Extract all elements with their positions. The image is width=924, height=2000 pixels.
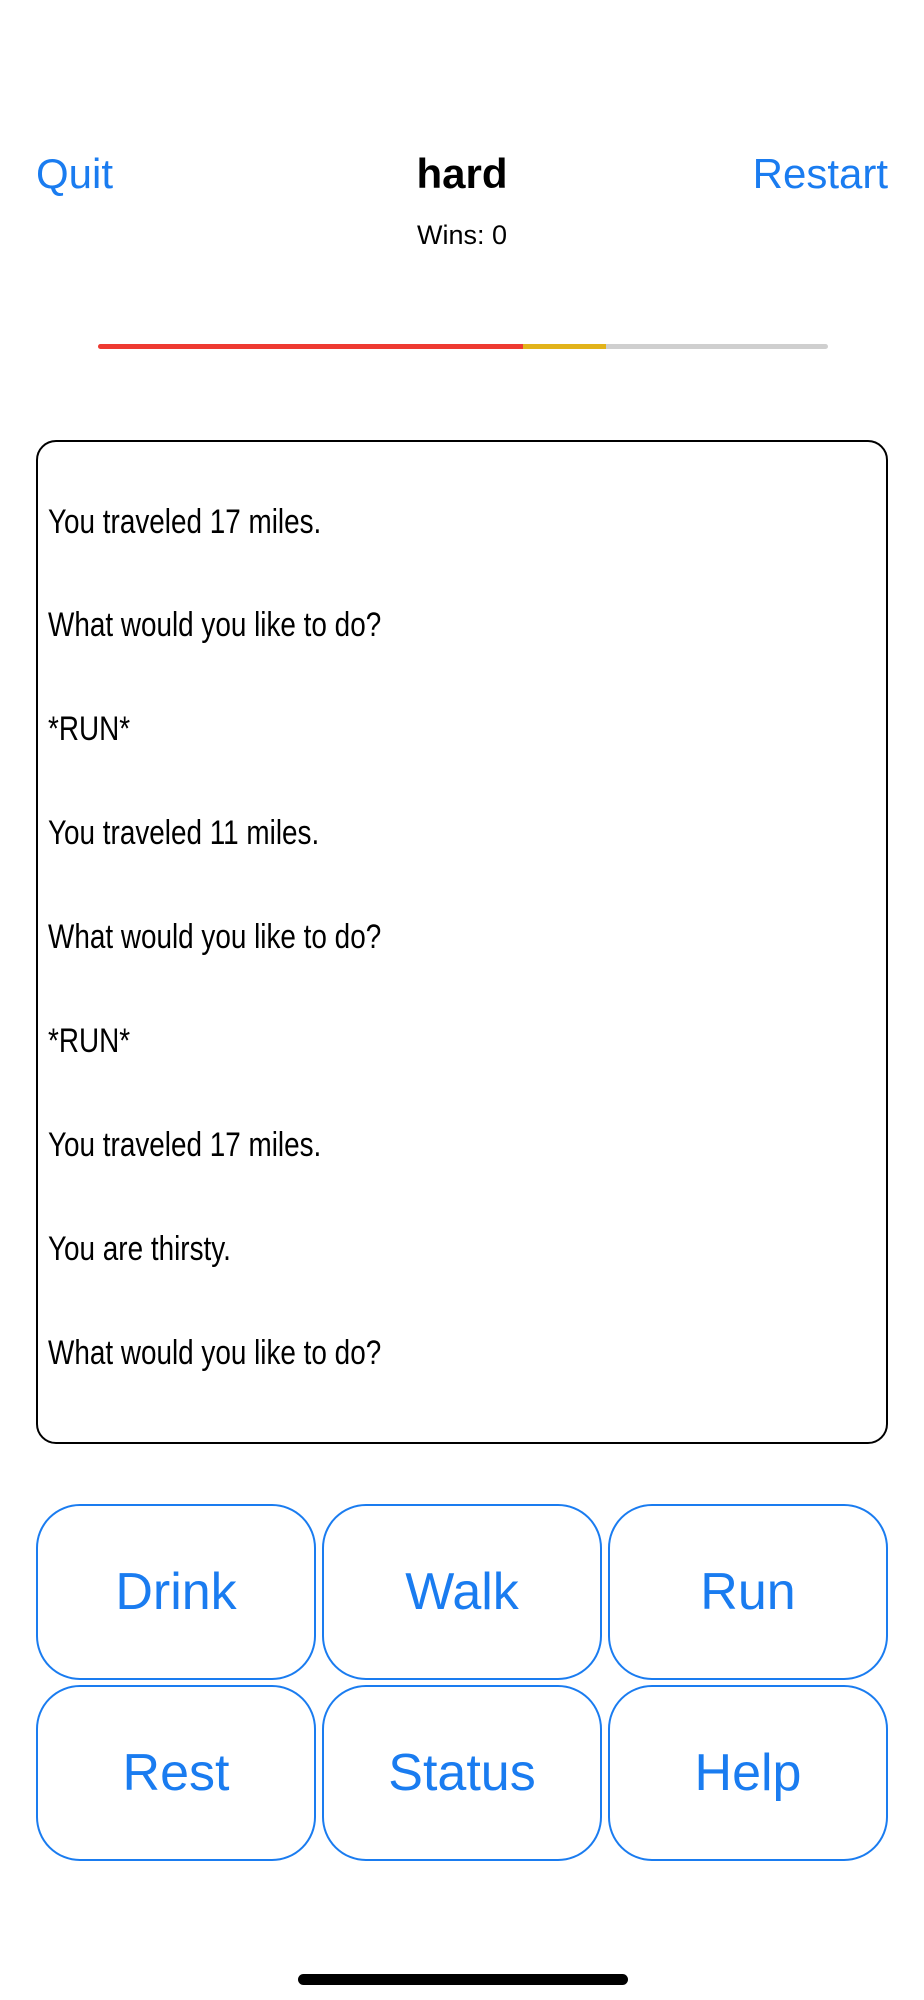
log-line: *RUN* — [48, 710, 131, 748]
run-button[interactable]: Run — [608, 1504, 888, 1680]
wins-counter: Wins: 0 — [416, 220, 508, 250]
progress-bar — [98, 344, 828, 349]
log-line: What would you like to do? — [48, 1334, 382, 1372]
log-line: You traveled 17 miles. — [48, 1126, 322, 1164]
log-line: What would you like to do? — [48, 606, 382, 644]
progress-segment-red — [98, 344, 523, 349]
drink-button[interactable]: Drink — [36, 1504, 316, 1680]
home-indicator[interactable] — [298, 1974, 628, 1985]
status-button[interactable]: Status — [322, 1685, 602, 1861]
restart-button[interactable]: Restart — [752, 150, 888, 197]
log-line: *RUN* — [48, 1022, 131, 1060]
rest-button[interactable]: Rest — [36, 1685, 316, 1861]
log-line: You traveled 17 miles. — [48, 503, 322, 541]
walk-button[interactable]: Walk — [322, 1504, 602, 1680]
log-line: You traveled 11 miles. — [48, 814, 320, 852]
game-log — [36, 440, 888, 1444]
help-button[interactable]: Help — [608, 1685, 888, 1861]
quit-button[interactable]: Quit — [36, 150, 114, 197]
log-line: What would you like to do? — [48, 918, 382, 956]
log-line: You are thirsty. — [48, 1230, 231, 1268]
progress-segment-yellow — [523, 344, 606, 349]
difficulty-title: hard — [416, 150, 508, 197]
